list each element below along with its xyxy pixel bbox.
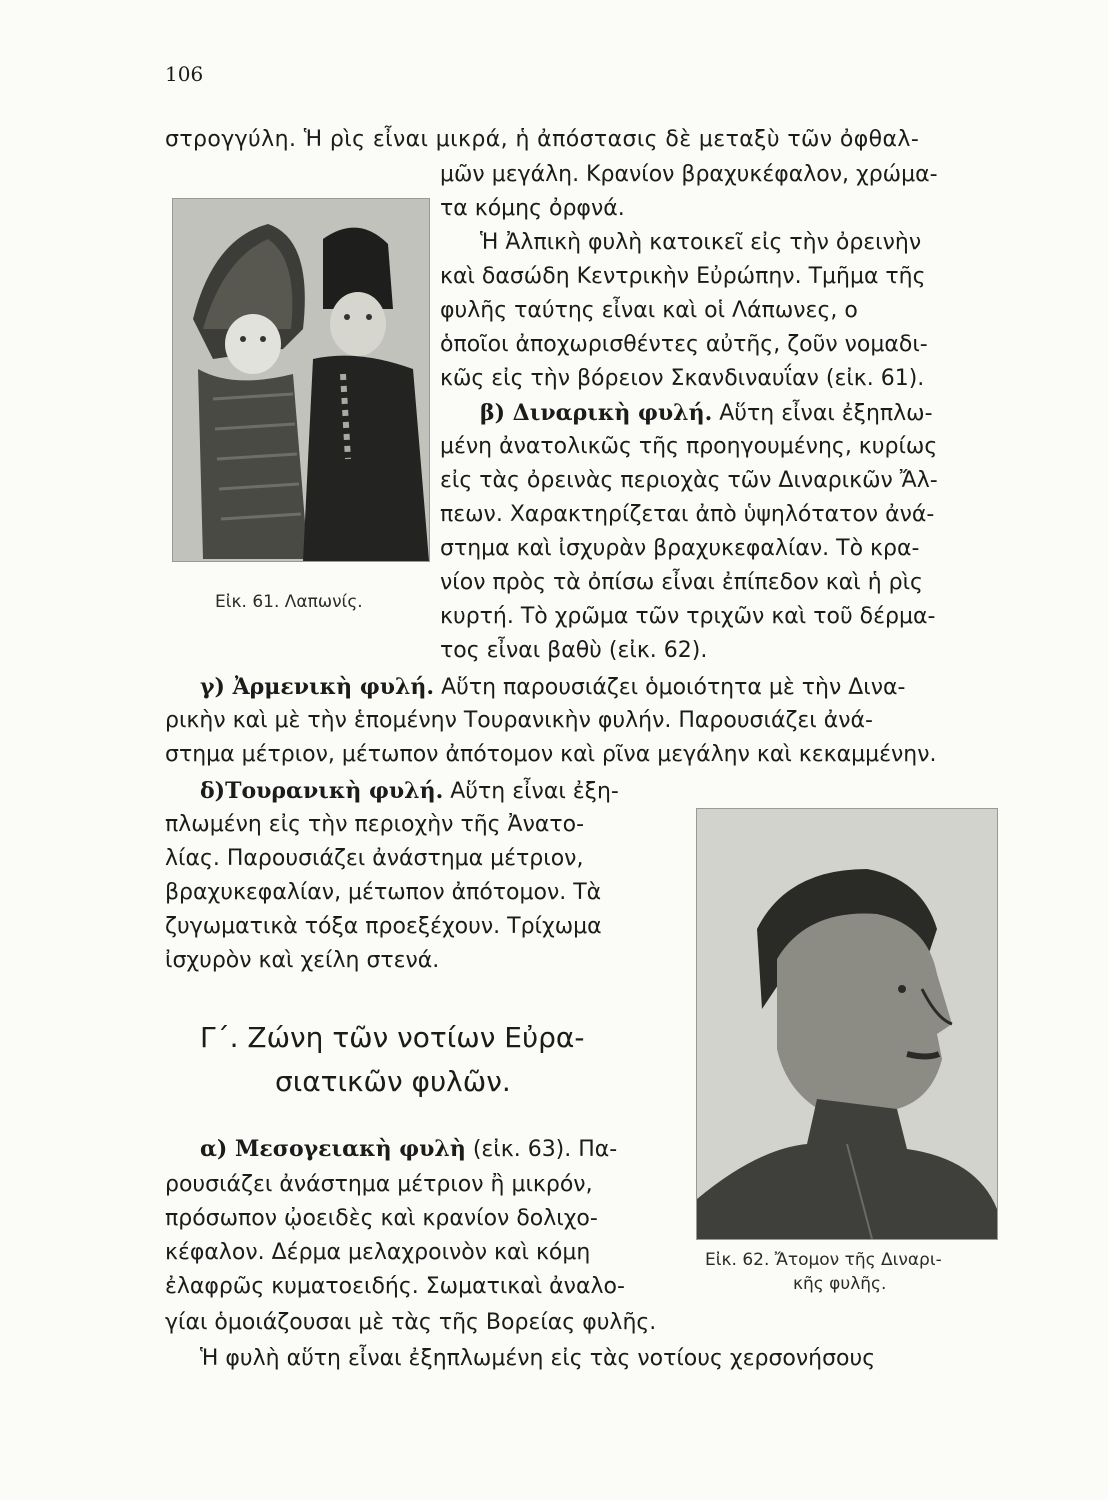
text-line: νίον πρὸς τὰ ὀπίσω εἶναι ἐπίπεδον καὶ ἡ ρὶς — [440, 570, 923, 595]
section-b-line — [480, 398, 933, 429]
text-line: μένη ἀνατολικῶς τῆς προηγουμένης, κυρίως — [440, 434, 938, 459]
text-line: στημα μέτριον, μέτωπον ἀπότομον καὶ ρῖνα μεγάλην καὶ κεκαμμένην. — [165, 742, 937, 767]
text-line: ρουσιάζει ἀνάστημα μέτριον ἢ μικρόν, — [165, 1172, 593, 1197]
text-line: λίας. Παρουσιάζει ἀνάστημα μέτριον, — [165, 846, 584, 871]
text-line: γίαι ὁμοιάζουσαι μὲ τὰς τῆς Βορείας φυλῆς. — [165, 1310, 657, 1335]
text-line: ζυγωματικὰ τόξα προεξέχουν. Τρίχωμα — [165, 914, 602, 939]
text-line: εἰς τὰς ὀρεινὰς περιοχὰς τῶν Διναρικῶν Ἄλ- — [440, 468, 938, 493]
text-span: Αὕτη εἶναι ἐξηπλω- — [712, 401, 933, 426]
figure-61-photo — [172, 198, 430, 562]
figure-62-photo — [696, 808, 998, 1240]
dinaric-man-image — [697, 809, 997, 1239]
text-line: κυρτή. Τὸ χρῶμα τῶν τριχῶν καὶ τοῦ δέρμα- — [440, 604, 936, 629]
text-line: πλωμένη εἰς τὴν περιοχὴν τῆς Ἀνατο- — [165, 812, 585, 837]
section-c-heading: γ) Ἀρμενικὴ φυλή. — [200, 674, 435, 700]
figure-61-caption: Εἰκ. 61. Λαπωνίς. — [215, 592, 363, 612]
text-line: φυλῆς ταύτης εἶναι καὶ οἱ Λάπωνες, ο — [440, 298, 858, 323]
figure-62-caption-line1: Εἰκ. 62. Ἄτομον τῆς Διναρι- — [705, 1250, 942, 1270]
text-line: ρικὴν καὶ μὲ τὴν ἑπομένην Τουρανικὴν φυλήν. Παρουσιάζει ἀνά- — [165, 708, 873, 733]
text-span: (εἰκ. 63). Πα- — [465, 1137, 618, 1162]
text-line: ὁποῖοι ἀποχωρισθέντες αὐτῆς, ζοῦν νομαδι- — [440, 332, 928, 357]
text-line: κέφαλον. Δέρμα μελαχροινὸν καὶ κόμη — [165, 1240, 591, 1265]
page-number: 106 — [165, 62, 204, 86]
text-line: στημα καὶ ἰσχυρὰν βραχυκεφαλίαν. Τὸ κρα- — [440, 536, 920, 561]
section-a-heading: α) Μεσογειακὴ φυλὴ — [200, 1136, 466, 1162]
text-line: βραχυκεφαλίαν, μέτωπον ἀπότομον. Τὰ — [165, 880, 602, 905]
text-span: Αὕτη παρουσιάζει ὁμοιότητα μὲ τὴν Δινα- — [434, 675, 906, 700]
text-line: μῶν μεγάλη. Κρανίον βραχυκέφαλον, χρώμα- — [440, 162, 938, 187]
section-d-heading: δ)Τουρανικὴ φυλή. — [200, 778, 444, 804]
figure-62-caption-line2: κῆς φυλῆς. — [793, 1274, 887, 1294]
text-line: Ἡ φυλὴ αὕτη εἶναι ἐξηπλωμένη εἰς τὰς νοτίους χερσονήσους — [200, 1346, 876, 1371]
text-line: τος εἶναι βαθὺ (εἰκ. 62). — [440, 638, 708, 663]
text-line: κῶς εἰς τὴν βόρειον Σκανδιναυΐαν (εἰκ. 61). — [440, 366, 925, 391]
text-line: Ἡ Ἀλπικὴ φυλὴ κατοικεῖ εἰς τὴν ὀρεινὴν — [480, 230, 922, 255]
text-line: στρογγύλη. Ἡ ρὶς εἶναι μικρά, ἡ ἀπόστασις δὲ μεταξὺ τῶν ὀφθαλ- — [165, 127, 920, 152]
text-line: ἐλαφρῶς κυματοειδής. Σωματικαὶ ἀναλο- — [165, 1274, 625, 1299]
text-line: πεων. Χαρακτηρίζεται ἀπὸ ὑψηλότατον ἀνά- — [440, 502, 935, 527]
text-line: καὶ δασώδη Κεντρικὴν Εὐρώπην. Τμῆμα τῆς — [440, 264, 926, 289]
section-a-line — [200, 1134, 617, 1165]
text-line: τα κόμης ὀρφνά. — [440, 196, 625, 221]
zone-heading-line2: σιατικῶν φυλῶν. — [275, 1065, 511, 1098]
text-line: ἰσχυρὸν καὶ χείλη στενά. — [165, 948, 440, 973]
text-span: Αὕτη εἶναι ἐξη- — [443, 779, 619, 804]
text-line: πρόσωπον ᾠοειδὲς καὶ κρανίον δολιχο- — [165, 1206, 598, 1231]
section-d-line — [200, 776, 619, 807]
lapp-woman-image — [173, 199, 429, 561]
section-c-line — [200, 672, 905, 703]
zone-heading-line1: Γ΄. Ζώνη τῶν νοτίων Εὐρα- — [200, 1021, 585, 1054]
section-b-heading: β) Διναρικὴ φυλή. — [480, 400, 713, 426]
